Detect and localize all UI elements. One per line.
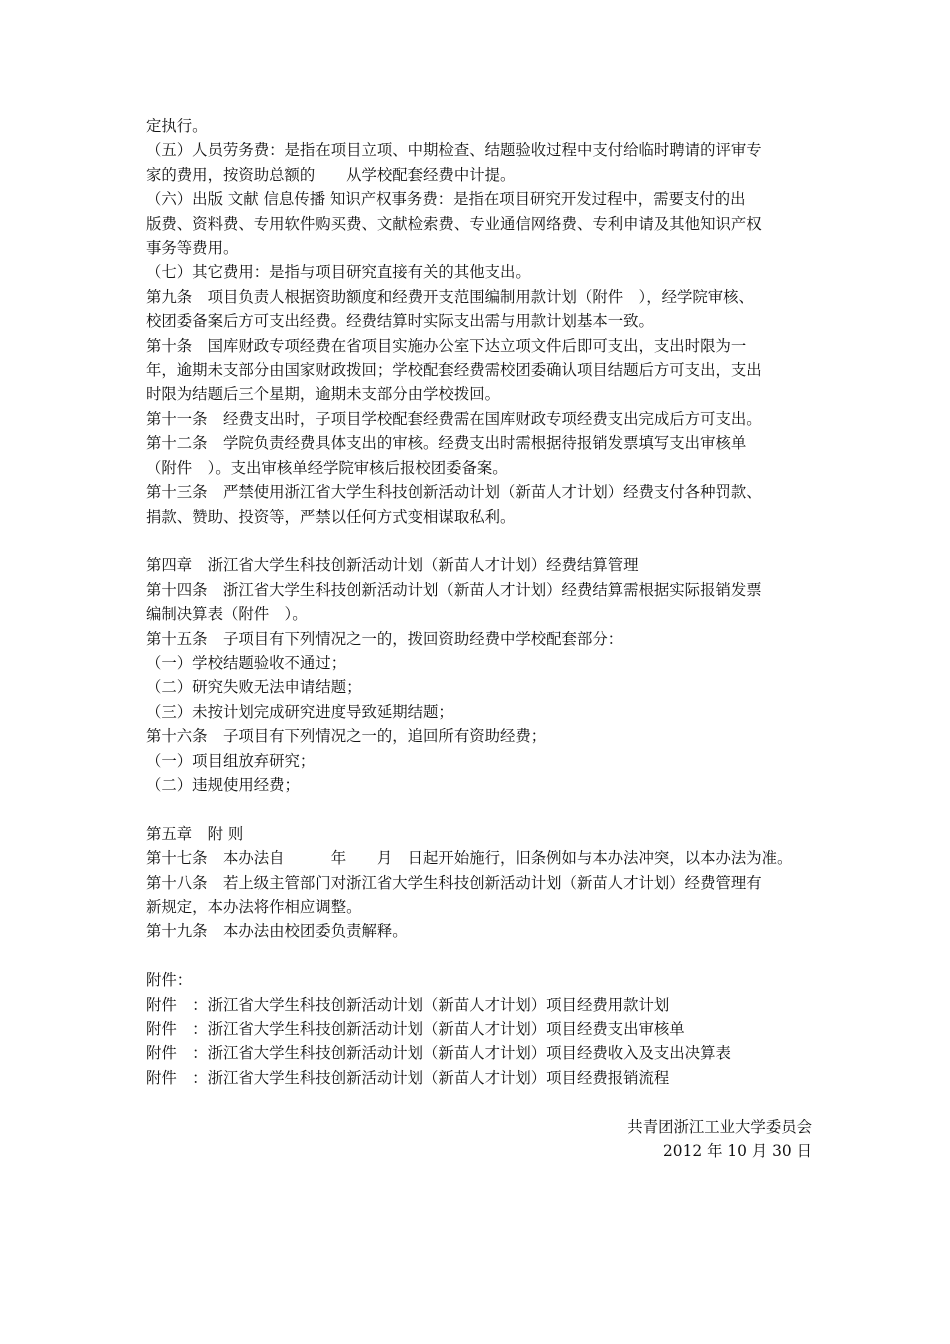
document-page — [146, 114, 812, 1163]
paragraph-gap — [146, 944, 812, 968]
article-11: 第十一条 经费支出时，子项目学校配套经费需在国库财政专项经费支出完成后方可支出。 — [146, 409, 762, 428]
article-16: 第十六条 子项目有下列情况之一的，追回所有资助经费； — [146, 727, 547, 746]
attachment-item: 附件 ：浙江省大学生科技创新活动计划（新苗人才计划）项目经费收入及支出决算表 — [146, 1044, 731, 1063]
article-15: 第十五条 子项目有下列情况之一的，拨回资助经费中学校配套部分： — [146, 629, 624, 648]
article-13-line-2: 捐款、赞助、投资等，严禁以任何方式变相谋取私利。 — [146, 507, 516, 526]
paragraph-gap — [146, 1090, 812, 1114]
article-14-line-1: 第十四条 浙江省大学生科技创新活动计划（新苗人才计划）经费结算需根据实际报销发票 — [146, 580, 762, 599]
item-6-line-3: 事务等费用。 — [146, 239, 239, 258]
article-18-line-1: 第十八条 若上级主管部门对浙江省大学生科技创新活动计划（新苗人才计划）经费管理有 — [146, 873, 762, 892]
item-6-line-1: （六）出版 文献 信息传播 知识产权事务费：是指在项目研究开发过程中，需要支付的出 — [146, 190, 746, 209]
article-16-item-1: （一）项目组放弃研究； — [146, 751, 316, 770]
attachment-item: 附件 ：浙江省大学生科技创新活动计划（新苗人才计划）项目经费支出审核单 — [146, 1019, 685, 1038]
article-17: 第十七条 本办法自 年 月 日起开始施行，旧条例如与本办法冲突，以本办法为准。 — [146, 849, 793, 868]
article-9-line-2: 校团委备案后方可支出经费。经费结算时实际支出需与用款计划基本一致。 — [146, 312, 654, 331]
article-15-item-3: （三）未按计划完成研究进度导致延期结题； — [146, 702, 454, 721]
attachment-item: 附件 ：浙江省大学生科技创新活动计划（新苗人才计划）项目经费用款计划 — [146, 995, 670, 1014]
article-10-line-3: 时限为结题后三个星期，逾期未支部分由学校拨回。 — [146, 385, 500, 404]
article-9-line-1: 第九条 项目负责人根据资助额度和经费开支范围编制用款计划（附件 ），经学院审核、 — [146, 287, 754, 306]
chapter-4-heading: 第四章 浙江省大学生科技创新活动计划（新苗人才计划）经费结算管理 — [146, 556, 639, 575]
signature-org: 共青团浙江工业大学委员会 — [627, 1117, 812, 1136]
article-15-item-2: （二）研究失败无法申请结题； — [146, 678, 362, 697]
article-15-item-1: （一）学校结题验收不通过； — [146, 653, 347, 672]
article-10-line-2: 年，逾期未支部分由国家财政拨回；学校配套经费需校团委确认项目结题后方可支出，支出 — [146, 361, 762, 380]
article-14-line-2: 编制决算表（附件 ）。 — [146, 605, 308, 624]
article-10-line-1: 第十条 国库财政专项经费在省项目实施办公室下达立项文件后即可支出，支出时限为一 — [146, 336, 747, 355]
article-13-line-1: 第十三条 严禁使用浙江省大学生科技创新活动计划（新苗人才计划）经费支付各种罚款、 — [146, 483, 762, 502]
article-12-line-2: （附件 ）。支出审核单经学院审核后报校团委备案。 — [146, 458, 508, 477]
article-12-line-1: 第十二条 学院负责经费具体支出的审核。经费支出时需根据待报销发票填写支出审核单 — [146, 434, 747, 453]
signature-date: 2012 年 10 月 30 日 — [663, 1142, 812, 1160]
text-line: 定执行。 — [146, 117, 208, 135]
article-19: 第十九条 本办法由校团委负责解释。 — [146, 922, 408, 941]
item-6-line-2: 版费、资料费、专用软件购买费、文献检索费、专业通信网络费、专利申请及其他知识产权 — [146, 214, 762, 233]
attachments-heading: 附件： — [146, 971, 193, 990]
paragraph-gap — [146, 529, 812, 553]
item-5-line-1: （五）人员劳务费：是指在项目立项、中期检查、结题验收过程中支付给临时聘请的评审专 — [146, 141, 762, 160]
item-7: （七）其它费用：是指与项目研究直接有关的其他支出。 — [146, 263, 531, 282]
article-18-line-2: 新规定，本办法将作相应调整。 — [146, 897, 362, 916]
chapter-5-heading: 第五章 附 则 — [146, 824, 244, 843]
item-5-line-2: 家的费用，按资助总额的 从学校配套经费中计提。 — [146, 165, 516, 184]
attachment-item: 附件 ：浙江省大学生科技创新活动计划（新苗人才计划）项目经费报销流程 — [146, 1068, 670, 1087]
article-16-item-2: （二）违规使用经费； — [146, 775, 300, 794]
paragraph-gap — [146, 797, 812, 821]
